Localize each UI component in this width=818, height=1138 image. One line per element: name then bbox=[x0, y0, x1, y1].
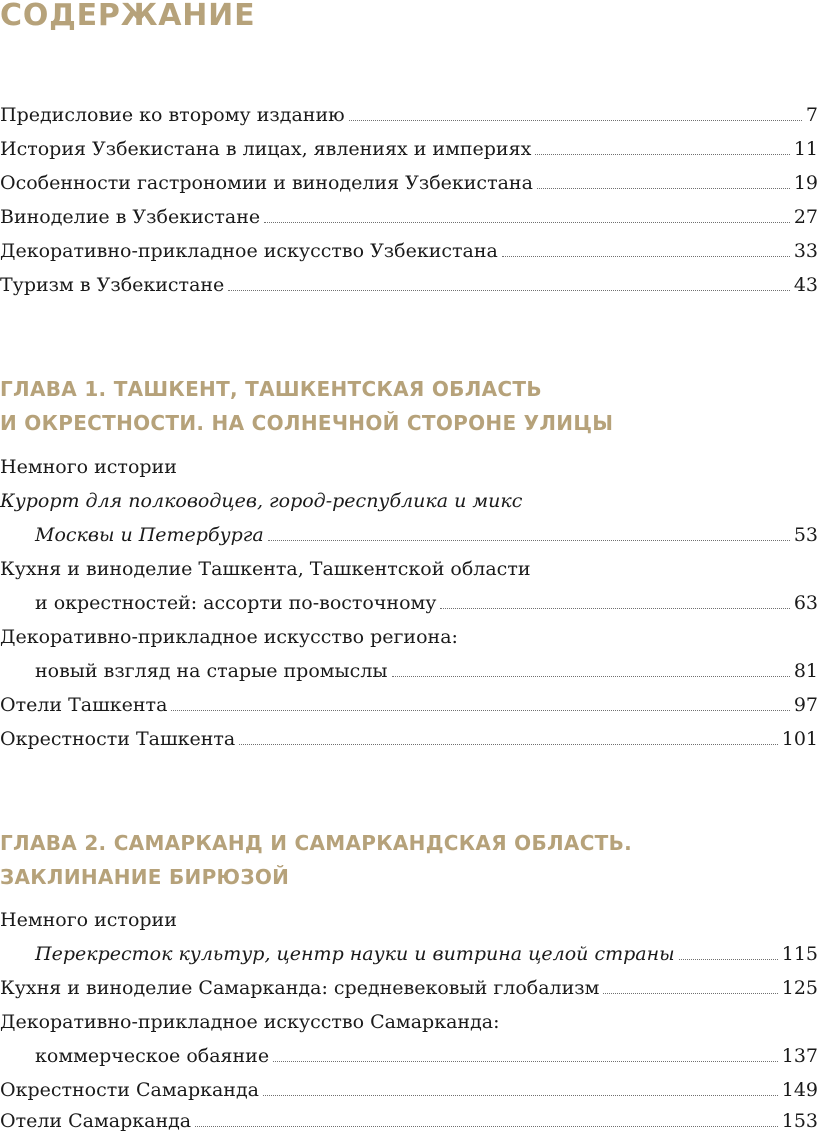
dot-leader bbox=[263, 1095, 778, 1096]
entry-page-number: 53 bbox=[793, 524, 818, 546]
dot-leader bbox=[273, 1061, 778, 1062]
dot-leader bbox=[392, 676, 790, 677]
dot-leader bbox=[171, 710, 789, 711]
toc-entry-history[interactable] bbox=[0, 132, 818, 166]
entry-page-number: 7 bbox=[805, 104, 818, 126]
entry-title: Декоративно-прикладное искусство региона: bbox=[0, 626, 458, 648]
entry-title: Москвы и Петербурга bbox=[35, 524, 264, 546]
entry-title: коммерческое обаяние bbox=[35, 1045, 270, 1067]
entry-title: Декоративно-прикладное искусство Узбекистана bbox=[0, 240, 498, 262]
dot-leader bbox=[239, 744, 777, 745]
chapter-heading-line: ГЛАВА 1. ТАШКЕНТ, ТАШКЕНТСКАЯ ОБЛАСТЬ bbox=[0, 377, 542, 401]
entry-title: Курорт для полководцев, город-республика и микс bbox=[0, 490, 523, 512]
dot-leader bbox=[440, 608, 789, 609]
toc-entry-ch1-surroundings[interactable] bbox=[0, 722, 818, 756]
toc-entry-winemaking[interactable] bbox=[0, 200, 818, 234]
entry-title: Предисловие ко второму изданию bbox=[0, 104, 345, 126]
entry-title: Отели Самарканда bbox=[0, 1110, 192, 1132]
entry-title: Немного истории bbox=[0, 909, 177, 931]
toc-entry-ch2-surroundings[interactable] bbox=[0, 1073, 818, 1107]
chapter-heading-line: ЗАКЛИНАНИЕ БИРЮЗОЙ bbox=[0, 865, 290, 889]
dot-leader bbox=[195, 1126, 778, 1127]
chapter-1-heading bbox=[0, 372, 613, 440]
toc-entry-preface[interactable] bbox=[0, 98, 818, 132]
chapter-heading-line: ГЛАВА 2. САМАРКАНД И САМАРКАНДСКАЯ ОБЛАСТЬ. bbox=[0, 831, 633, 855]
entry-title: Кухня и виноделие Ташкента, Ташкентской области bbox=[0, 558, 531, 580]
entry-page-number: 125 bbox=[781, 977, 818, 999]
entry-page-number: 43 bbox=[793, 274, 818, 296]
entry-title: Перекресток культур, центр науки и витрина целой страны bbox=[35, 943, 675, 965]
dot-leader bbox=[679, 959, 778, 960]
chapter-heading-line: И ОКРЕСТНОСТИ. НА СОЛНЕЧНОЙ СТОРОНЕ УЛИЦЫ bbox=[0, 411, 614, 435]
entry-title: История Узбекистана в лицах, явлениях и империях bbox=[0, 138, 532, 160]
toc-entry-ch1-hotels[interactable] bbox=[0, 688, 818, 722]
entry-title: Немного истории bbox=[0, 456, 177, 478]
toc-entry-ch1-cuisine[interactable] bbox=[0, 586, 818, 620]
toc-entry-ch2-hotels[interactable] bbox=[0, 1104, 818, 1138]
toc-entry-ch1-history[interactable] bbox=[0, 518, 818, 552]
entry-title: новый взгляд на старые промыслы bbox=[35, 660, 388, 682]
toc-entry-ch2-history[interactable] bbox=[0, 937, 818, 971]
ch1-cuisine-line1 bbox=[0, 552, 818, 586]
dot-leader bbox=[603, 993, 777, 994]
dot-leader bbox=[268, 540, 790, 541]
entry-title: Декоративно-прикладное искусство Самарканда: bbox=[0, 1011, 500, 1033]
dot-leader bbox=[228, 290, 790, 291]
toc-entry-gastronomy[interactable] bbox=[0, 166, 818, 200]
ch1-history-label bbox=[0, 450, 818, 484]
chapter-2-heading bbox=[0, 826, 632, 894]
entry-title: Окрестности Ташкента bbox=[0, 728, 236, 750]
toc-entry-ch1-crafts[interactable] bbox=[0, 654, 818, 688]
entry-page-number: 149 bbox=[781, 1079, 818, 1101]
ch1-history-sub-line1 bbox=[0, 484, 818, 518]
entry-title: Кухня и виноделие Самарканда: средневековый глобализм bbox=[0, 977, 600, 999]
entry-page-number: 97 bbox=[793, 694, 818, 716]
entry-page-number: 81 bbox=[793, 660, 818, 682]
entry-page-number: 63 bbox=[793, 592, 818, 614]
dot-leader bbox=[502, 256, 790, 257]
entry-title: Отели Ташкента bbox=[0, 694, 168, 716]
toc-entry-ch2-cuisine[interactable] bbox=[0, 971, 818, 1005]
dot-leader bbox=[535, 154, 790, 155]
entry-page-number: 153 bbox=[781, 1110, 818, 1132]
entry-page-number: 11 bbox=[793, 138, 818, 160]
entry-page-number: 115 bbox=[781, 943, 818, 965]
entry-page-number: 137 bbox=[781, 1045, 818, 1067]
entry-page-number: 19 bbox=[793, 172, 818, 194]
dot-leader bbox=[349, 120, 802, 121]
ch2-crafts-line1 bbox=[0, 1005, 818, 1039]
entry-title: Особенности гастрономии и виноделия Узбекистана bbox=[0, 172, 533, 194]
toc-entry-crafts[interactable] bbox=[0, 234, 818, 268]
dot-leader bbox=[264, 222, 790, 223]
dot-leader bbox=[537, 188, 790, 189]
entry-page-number: 101 bbox=[781, 728, 818, 750]
entry-title: Туризм в Узбекистане bbox=[0, 274, 225, 296]
ch1-crafts-line1 bbox=[0, 620, 818, 654]
entry-page-number: 27 bbox=[793, 206, 818, 228]
toc-entry-ch2-crafts[interactable] bbox=[0, 1039, 818, 1073]
entry-page-number: 33 bbox=[793, 240, 818, 262]
toc-title: СОДЕРЖАНИЕ bbox=[0, 0, 256, 33]
entry-title: Окрестности Самарканда bbox=[0, 1079, 259, 1101]
entry-title: Виноделие в Узбекистане bbox=[0, 206, 261, 228]
toc-entry-tourism[interactable] bbox=[0, 268, 818, 302]
ch2-history-label bbox=[0, 903, 818, 937]
entry-title: и окрестностей: ассорти по-восточному bbox=[35, 592, 437, 614]
